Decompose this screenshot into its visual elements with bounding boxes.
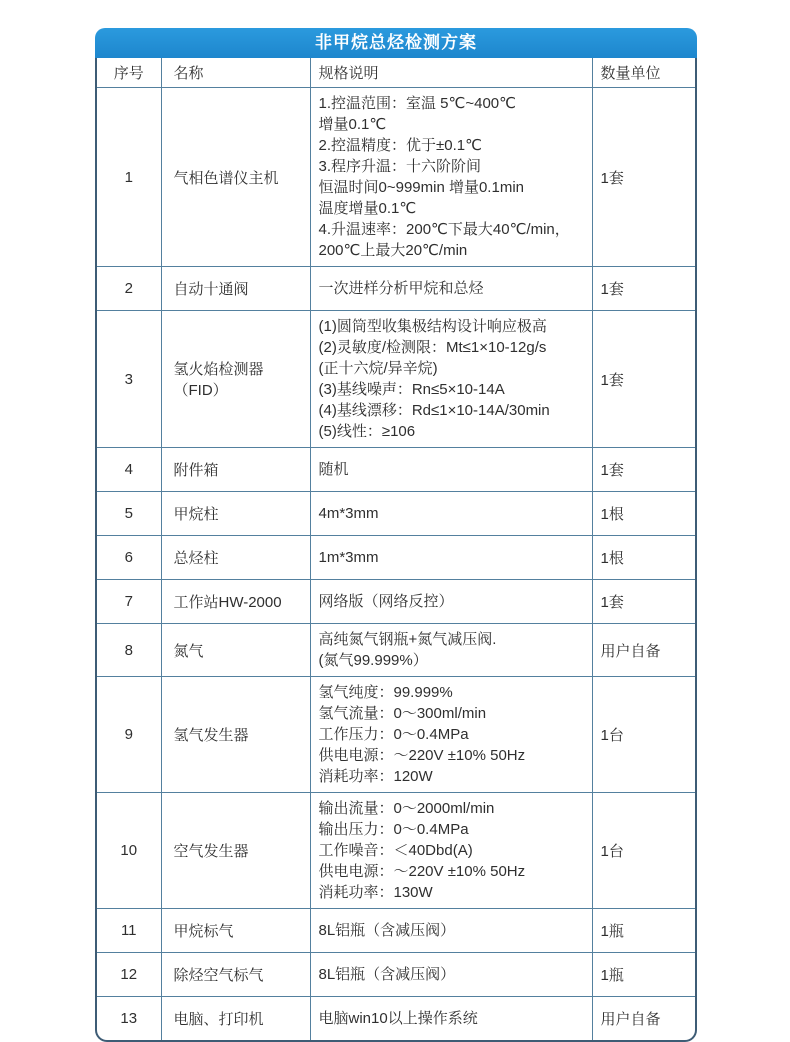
spec-line: 输出流量：0～2000ml/min	[318, 800, 495, 817]
table-title: 非甲烷总烃检测方案	[95, 28, 697, 58]
row-name: 自动十通阀	[161, 267, 310, 311]
row-name: 工作站HW-2000	[161, 580, 310, 624]
spec-line: 氢气纯度：99.999%	[318, 684, 453, 701]
col-header-name: 名称	[161, 58, 310, 88]
spec-line: 随机	[318, 461, 349, 478]
row-name: 氮气	[161, 624, 310, 677]
row-spec	[310, 311, 592, 448]
row-name: 电脑、打印机	[161, 997, 310, 1041]
row-qty: 1瓶	[592, 909, 695, 953]
spec-line: 2.控温精度：优于±0.1℃	[318, 137, 482, 154]
spec-line: (3)基线噪声：Rn≤5×10-14A	[318, 381, 505, 398]
spec-line: 高纯氮气钢瓶+氮气减压阀.	[318, 631, 497, 648]
spec-line: 4m*3mm	[318, 505, 379, 522]
row-qty: 1套	[592, 267, 695, 311]
spec-table	[97, 58, 695, 1040]
row-spec	[310, 88, 592, 267]
row-spec	[310, 267, 592, 311]
row-no: 4	[97, 448, 161, 492]
table-row	[97, 997, 695, 1041]
row-qty: 1根	[592, 536, 695, 580]
table-row	[97, 88, 695, 267]
row-no: 6	[97, 536, 161, 580]
row-no: 8	[97, 624, 161, 677]
table-row	[97, 536, 695, 580]
row-no: 13	[97, 997, 161, 1041]
row-spec	[310, 492, 592, 536]
spec-line: 输出压力：0～0.4MPa	[318, 821, 469, 838]
row-no: 9	[97, 677, 161, 793]
row-no: 5	[97, 492, 161, 536]
row-name: 除烃空气标气	[161, 953, 310, 997]
col-header-qty: 数量单位	[592, 58, 695, 88]
spec-line: 4.升温速率：200℃下最大40℃/min，	[318, 221, 570, 238]
table-row	[97, 793, 695, 909]
row-qty: 用户自备	[592, 624, 695, 677]
spec-line: 氢气流量：0～300ml/min	[318, 705, 487, 722]
row-qty: 1套	[592, 448, 695, 492]
row-spec	[310, 536, 592, 580]
row-no: 12	[97, 953, 161, 997]
row-spec	[310, 793, 592, 909]
col-header-no: 序号	[97, 58, 161, 88]
header-row	[97, 58, 695, 88]
spec-line: 3.程序升温：十六阶阶间	[318, 158, 482, 175]
row-qty: 1套	[592, 580, 695, 624]
spec-line: 增量0.1℃	[318, 116, 387, 133]
row-no: 11	[97, 909, 161, 953]
row-qty: 1套	[592, 311, 695, 448]
row-name: 气相色谱仪主机	[161, 88, 310, 267]
table-row	[97, 267, 695, 311]
row-spec	[310, 909, 592, 953]
spec-line: (2)灵敏度/检测限：Mt≤1×10-12g/s	[318, 339, 547, 356]
row-no: 2	[97, 267, 161, 311]
spec-line: 消耗功率：120W	[318, 768, 433, 785]
row-qty: 用户自备	[592, 997, 695, 1041]
row-no: 7	[97, 580, 161, 624]
table-row	[97, 492, 695, 536]
spec-line: 供电电源：～220V ±10% 50Hz	[318, 747, 526, 764]
table-row	[97, 448, 695, 492]
table-row	[97, 580, 695, 624]
row-name: 甲烷柱	[161, 492, 310, 536]
spec-line: 恒温时间0~999min 增量0.1min	[318, 179, 524, 196]
row-name: 甲烷标气	[161, 909, 310, 953]
row-spec	[310, 677, 592, 793]
spec-line: (5)线性：≥106	[318, 423, 416, 440]
row-qty: 1瓶	[592, 953, 695, 997]
table-row	[97, 953, 695, 997]
spec-line: 8L铝瓶（含减压阀）	[318, 966, 456, 983]
spec-table-card	[95, 28, 697, 1042]
spec-line: (正十六烷/异辛烷)	[318, 360, 438, 377]
spec-line: 工作压力：0～0.4MPa	[318, 726, 469, 743]
spec-line: 温度增量0.1℃	[318, 200, 417, 217]
row-qty: 1根	[592, 492, 695, 536]
spec-line: 1.控温范围：室温 5℃~400℃	[318, 95, 516, 112]
spec-line: (氮气99.999%）	[318, 652, 428, 669]
col-header-spec: 规格说明	[310, 58, 592, 88]
table-row	[97, 677, 695, 793]
row-qty: 1套	[592, 88, 695, 267]
row-spec	[310, 953, 592, 997]
row-qty: 1台	[592, 793, 695, 909]
table-row	[97, 624, 695, 677]
table-border-frame	[95, 58, 697, 1042]
row-name: 总烃柱	[161, 536, 310, 580]
table-header	[97, 58, 695, 88]
table-body	[97, 88, 695, 1041]
row-spec	[310, 448, 592, 492]
spec-line: (1)圆筒型收集极结构设计响应极高	[318, 318, 547, 335]
spec-line: 200℃上最大20℃/min	[318, 242, 468, 259]
row-name: 氢火焰检测器（FID）	[161, 311, 310, 448]
spec-line: (4)基线漂移：Rd≤1×10-14A/30min	[318, 402, 550, 419]
spec-line: 一次进样分析甲烷和总烃	[318, 280, 484, 297]
row-no: 3	[97, 311, 161, 448]
table-row	[97, 909, 695, 953]
row-qty: 1台	[592, 677, 695, 793]
row-spec	[310, 997, 592, 1041]
row-name: 空气发生器	[161, 793, 310, 909]
row-no: 10	[97, 793, 161, 909]
spec-line: 8L铝瓶（含减压阀）	[318, 922, 456, 939]
spec-line: 1m*3mm	[318, 549, 379, 566]
spec-line: 电脑win10以上操作系统	[318, 1010, 478, 1027]
row-name: 氢气发生器	[161, 677, 310, 793]
row-spec	[310, 624, 592, 677]
spec-line: 工作噪音：＜40Dbd(A)	[318, 842, 473, 859]
row-name: 附件箱	[161, 448, 310, 492]
spec-line: 供电电源：～220V ±10% 50Hz	[318, 863, 526, 880]
spec-line: 网络版（网络反控）	[318, 593, 454, 610]
row-spec	[310, 580, 592, 624]
row-no: 1	[97, 88, 161, 267]
table-row	[97, 311, 695, 448]
spec-line: 消耗功率：130W	[318, 884, 433, 901]
